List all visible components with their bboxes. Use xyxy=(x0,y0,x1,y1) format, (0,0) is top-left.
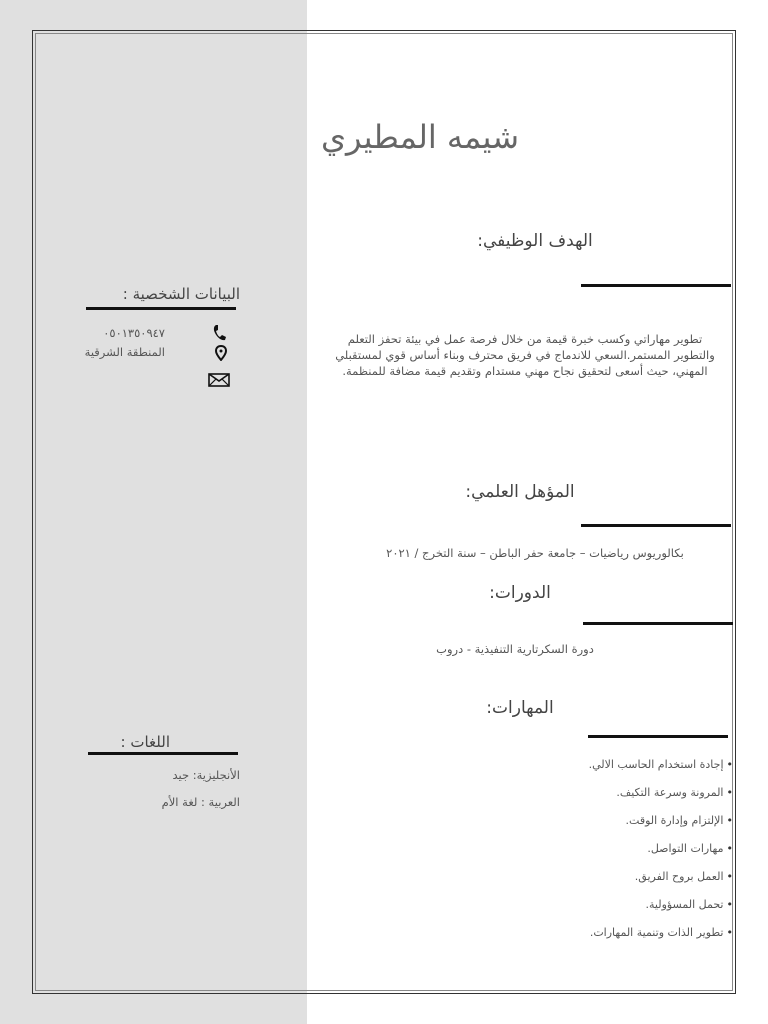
education-text: بكالوريوس رياضيات – جامعة حفر الباطن – سنة التخرج / ٢٠٢١ xyxy=(386,546,684,560)
map-pin-icon xyxy=(215,345,227,361)
education-heading: المؤهل العلمي: xyxy=(465,482,575,502)
skills-rule xyxy=(588,735,728,738)
language-arabic: العربية : لغة الأم xyxy=(161,795,240,809)
list-item: •مهارات التواصل. xyxy=(647,842,733,855)
candidate-name: شيمه المطيري xyxy=(320,118,520,156)
objective-heading: الهدف الوظيفي: xyxy=(477,231,593,251)
objective-line-1: تطوير مهاراتي وكسب خبرة قيمة من خلال فرصة عمل في بيئة تحفز التعلم xyxy=(347,332,703,346)
courses-rule xyxy=(583,622,733,625)
skills-list xyxy=(440,758,733,954)
skills-heading: المهارات: xyxy=(486,698,554,718)
phone-number: ٠٥٠١٣٥٠٩٤٧ xyxy=(103,326,165,340)
courses-text: دورة السكرتارية التنفيذية - دروب xyxy=(436,642,594,656)
list-item: •العمل بروح الفريق. xyxy=(634,870,733,883)
list-item: •تطوير الذات وتنمية المهارات. xyxy=(589,926,733,939)
languages-rule xyxy=(88,752,238,755)
envelope-icon xyxy=(208,373,230,387)
location-text: المنطقة الشرقية xyxy=(84,345,165,359)
list-item: •الإلتزام وإدارة الوقت. xyxy=(625,814,733,827)
personal-heading: البيانات الشخصية : xyxy=(122,285,240,303)
list-item: •إجادة استخدام الحاسب الالي. xyxy=(588,758,733,771)
objective-rule xyxy=(581,284,731,287)
objective-text xyxy=(320,331,730,379)
objective-line-3: المهني، حيث أسعى لتحقيق نجاح مهني مستدام وتقديم قيمة مضافة للمنظمة. xyxy=(342,364,708,378)
list-item: •تحمل المسؤولية. xyxy=(645,898,733,911)
courses-heading: الدورات: xyxy=(489,583,551,603)
personal-rule xyxy=(86,307,236,310)
education-rule xyxy=(581,524,731,527)
objective-line-2: والتطوير المستمر.السعي للاندماج في فريق محترف وبناء أساس قوي لمستقبلي xyxy=(335,348,715,362)
phone-icon xyxy=(212,324,228,342)
list-item: •المرونة وسرعة التكيف. xyxy=(616,786,733,799)
languages-heading: اللغات : xyxy=(120,733,170,751)
language-english: الأنجليزية: جيد xyxy=(172,768,240,782)
